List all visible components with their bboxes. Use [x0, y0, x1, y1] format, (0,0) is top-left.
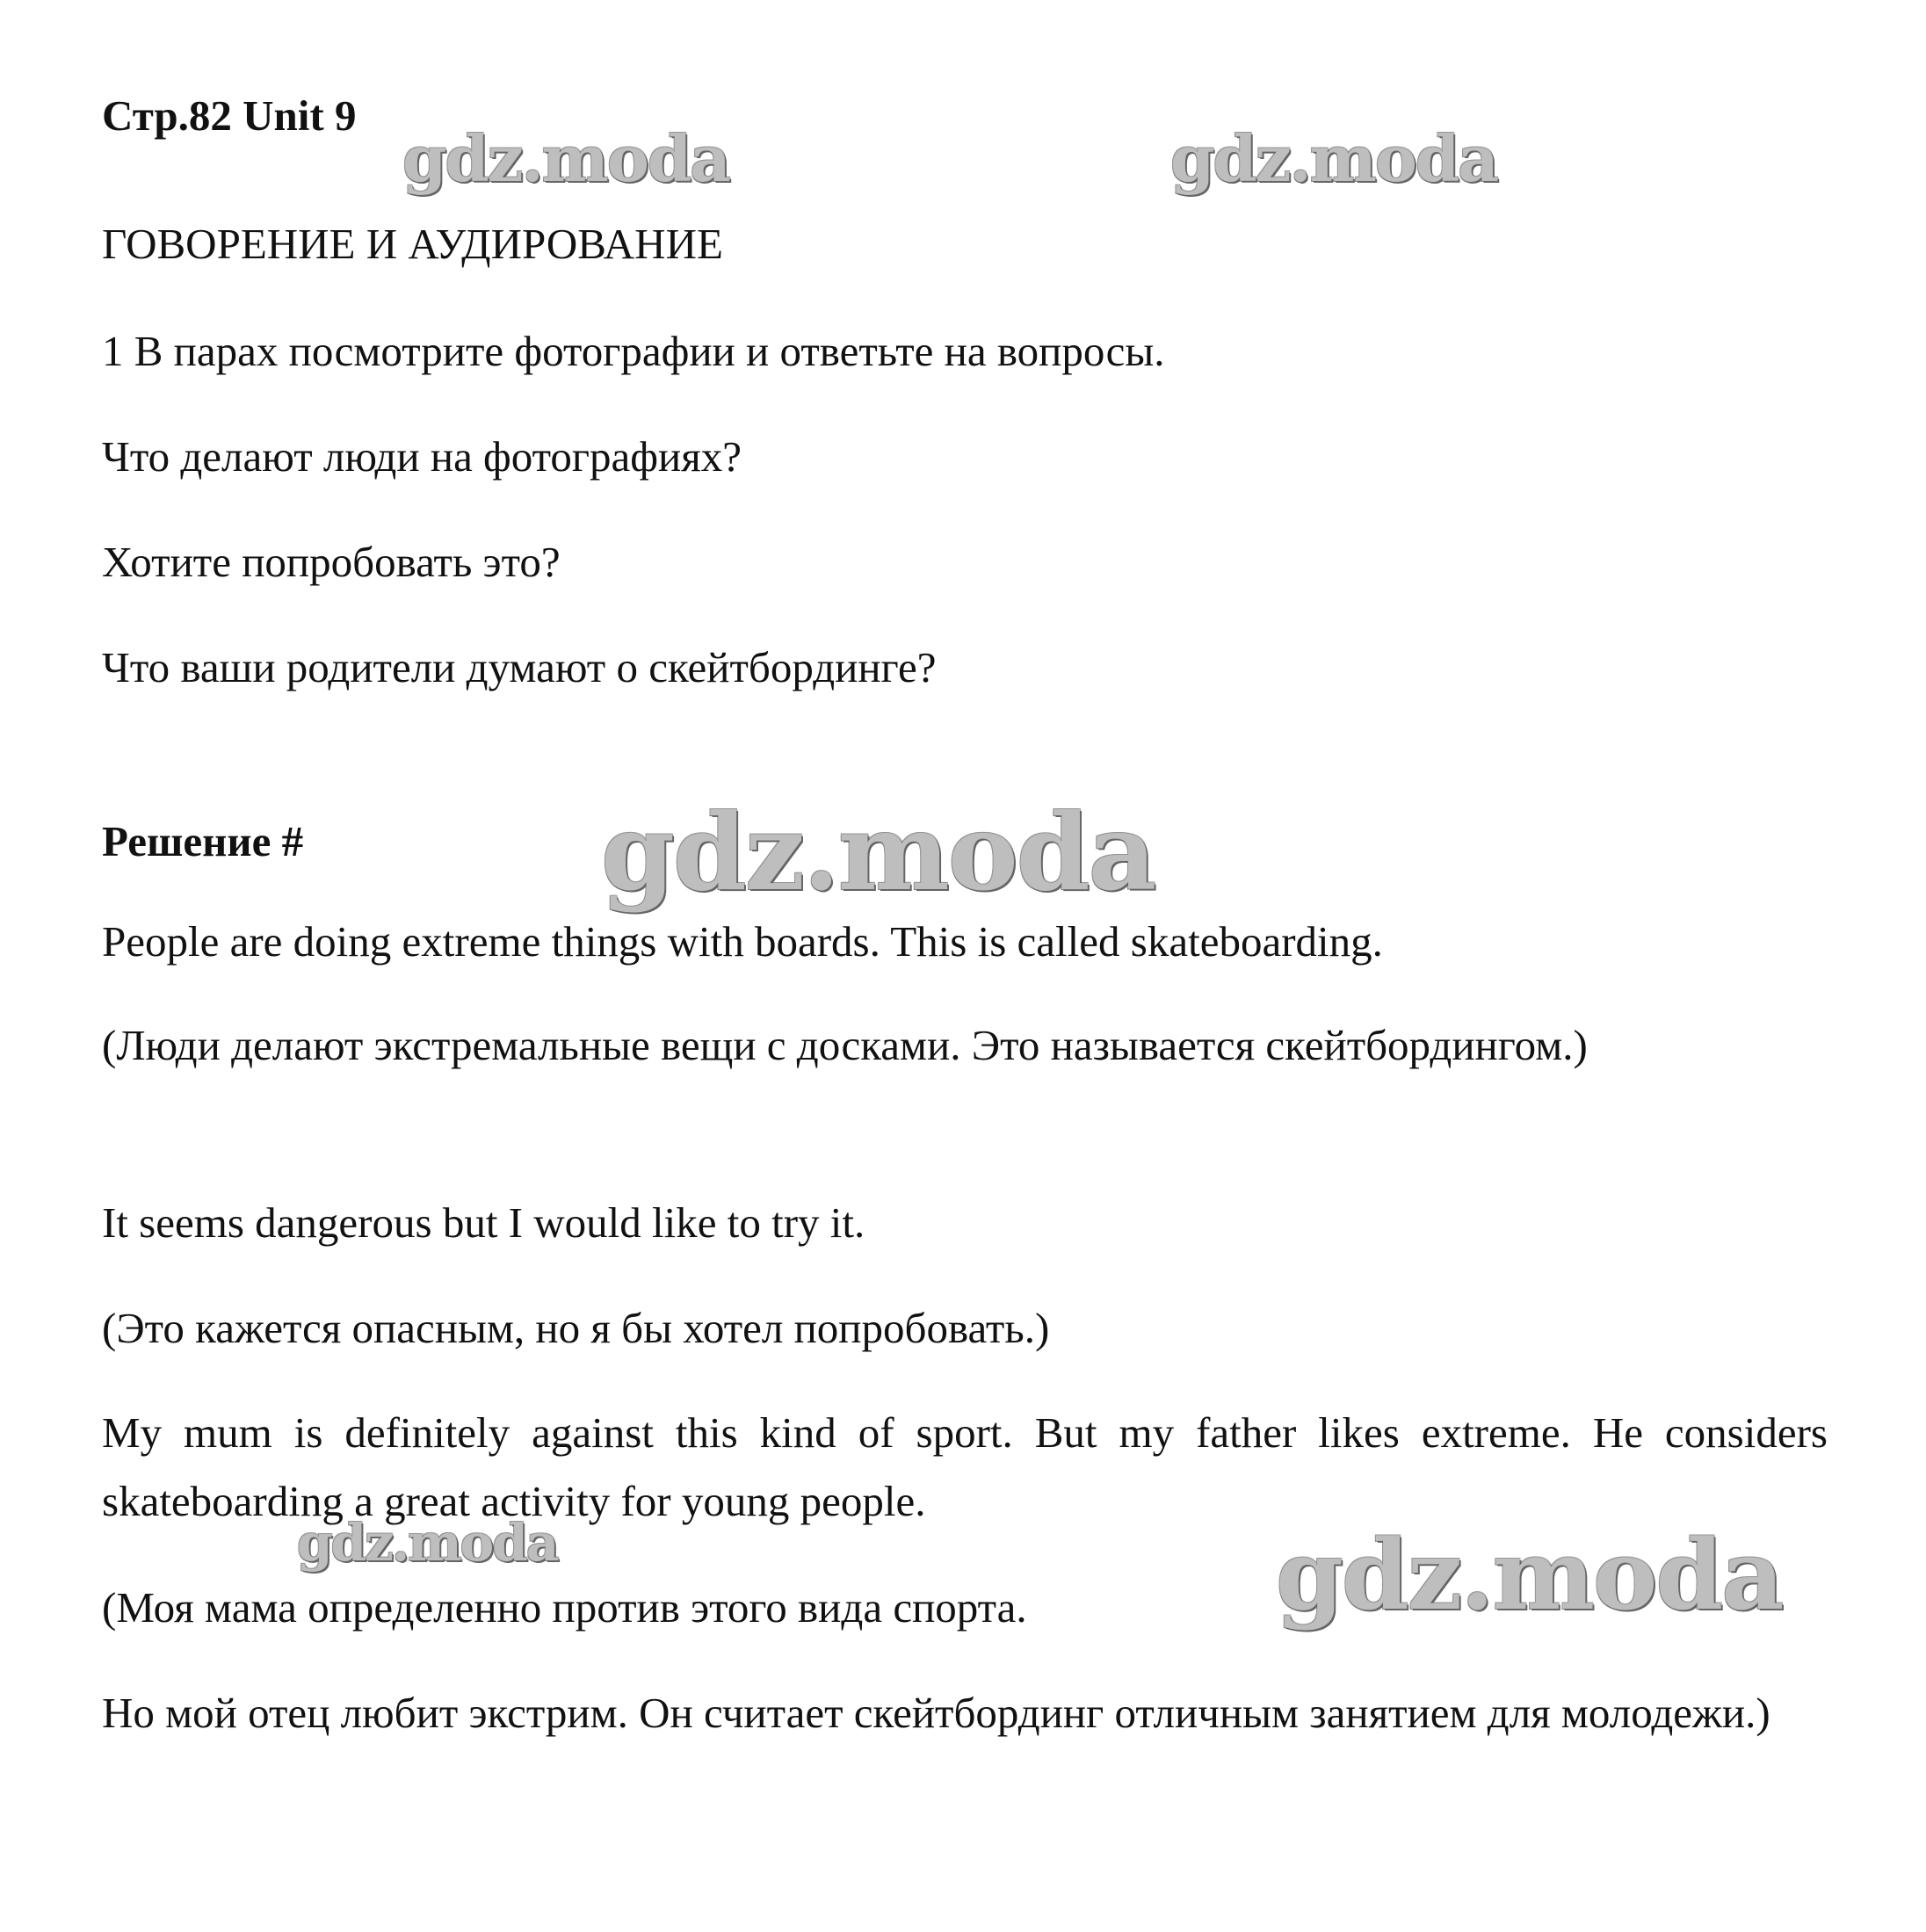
- solution-line-3: It seems dangerous but I would like to try it.: [102, 1198, 865, 1247]
- solution-line-7: Но мой отец любит экстрим. Он считает скейтбординг отличным занятием для молодежи.): [102, 1689, 1770, 1737]
- watermark-logo: gdz.moda: [297, 1513, 558, 1573]
- question-2: Хотите попробовать это?: [102, 538, 561, 586]
- watermark-logo: gdz.moda: [402, 121, 729, 196]
- task-instruction: 1 В парах посмотрите фотографии и ответьте на вопросы.: [102, 327, 1165, 375]
- solution-line-6: (Моя мама определенно против этого вида спорта.: [102, 1583, 1027, 1632]
- watermark-logo: gdz.moda: [601, 791, 1155, 915]
- question-1: Что делают люди на фотографиях?: [102, 432, 742, 481]
- watermark-logo: gdz.moda: [1170, 121, 1497, 196]
- solution-line-5: My mum is definitely against this kind of sport. But my father likes extreme. He considers skateboarding a great activity for young people.: [102, 1408, 1828, 1525]
- watermark-logo: gdz.moda: [1276, 1518, 1783, 1632]
- solution-line-2: (Люди делают экстремальные вещи с досками. Это называется скейтбордингом.): [102, 1021, 1588, 1069]
- solution-line-4: (Это кажется опасным, но я бы хотел попробовать.): [102, 1304, 1050, 1352]
- page-reference: Стр.82 Unit 9: [102, 91, 357, 140]
- section-title: ГОВОРЕНИЕ И АУДИРОВАНИЕ: [102, 220, 723, 268]
- question-3: Что ваши родители думают о скейтбординге?: [102, 643, 937, 691]
- solution-line-1: People are doing extreme things with boards. This is called skateboarding.: [102, 917, 1383, 966]
- solution-heading: Решение #: [102, 817, 304, 865]
